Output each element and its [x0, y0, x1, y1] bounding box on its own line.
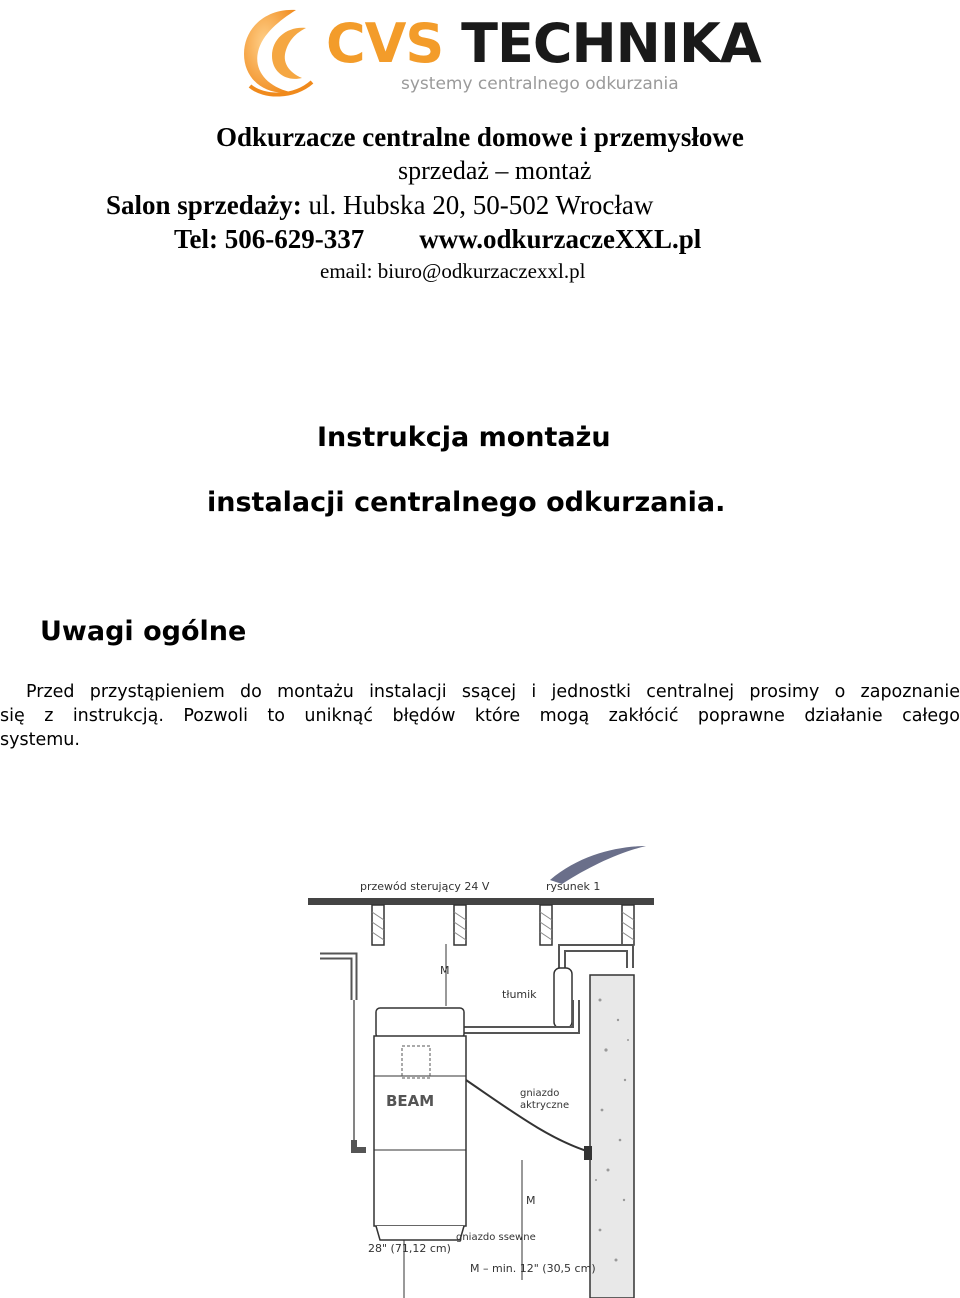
- inlet-pipe: [320, 956, 354, 1000]
- muffler: [554, 968, 572, 1028]
- label-figure-number: rysunek 1: [546, 880, 601, 893]
- label-service-socket: gniazdo ssewne: [456, 1232, 536, 1243]
- logo-brand-cvs: CVS: [326, 12, 444, 75]
- paragraph-line: systemu.: [0, 730, 80, 750]
- logo-swirl-icon: [236, 6, 324, 98]
- unit-brand-label: BEAM: [386, 1092, 435, 1110]
- figure-swoosh-icon: [550, 846, 646, 884]
- label-m-top: M: [440, 964, 450, 977]
- document-subtitle: instalacji centralnego odkurzania.: [207, 487, 726, 518]
- header-line-email: email: biuro@odkurzaczexxl.pl: [320, 259, 586, 283]
- electric-socket: [584, 1146, 592, 1160]
- label-height: 28" (71,12 cm): [368, 1242, 451, 1255]
- header-line-contact: [174, 224, 701, 255]
- address-value: ul. Hubska 20, 50-502 Wrocław: [301, 190, 654, 220]
- section-paragraph: [0, 680, 960, 752]
- logo-wordmark: [326, 12, 761, 75]
- label-socket: gniazdo: [520, 1088, 560, 1099]
- header-line-products: Odkurzacze centralne domowe i przemysłowe: [216, 122, 744, 152]
- paragraph-line: Przed przystąpieniem do montażu instalacji ssącej i jednostki centralnej prosimy o zapoznanie: [26, 682, 960, 702]
- installation-diagram: [300, 840, 660, 1298]
- label-m-side: M: [526, 1194, 536, 1207]
- label-min-height: M – min. 12" (30,5 cm): [470, 1262, 596, 1275]
- website-link[interactable]: www.odkurzaczeXXL.pl: [419, 224, 702, 254]
- paragraph-line: się z instrukcją. Pozwoli to uniknąć błędów które mogą zakłócić poprawne działanie całego: [0, 706, 960, 726]
- section-heading: Uwagi ogólne: [40, 616, 247, 647]
- ceiling-joists: [372, 905, 634, 945]
- label-muffler: tłumik: [502, 988, 537, 1001]
- address-label: Salon sprzedaży:: [106, 190, 302, 220]
- header-line-address: [106, 190, 653, 221]
- phone-number: Tel: 506-629-337: [174, 224, 365, 254]
- concrete-wall: [590, 975, 634, 1298]
- label-socket-line2: aktryczne: [520, 1100, 570, 1111]
- header-line-services: sprzedaż – montaż: [398, 156, 592, 185]
- ceiling-slab: [308, 898, 654, 905]
- company-logo: [236, 6, 766, 98]
- central-vacuum-unit: [374, 1008, 466, 1240]
- logo-tagline: systemy centralnego odkurzania: [401, 74, 679, 94]
- label-control-wire: przewód sterujący 24 V: [360, 880, 490, 893]
- logo-brand-technika: TECHNIKA: [461, 12, 761, 75]
- document-title: Instrukcja montażu: [317, 422, 611, 453]
